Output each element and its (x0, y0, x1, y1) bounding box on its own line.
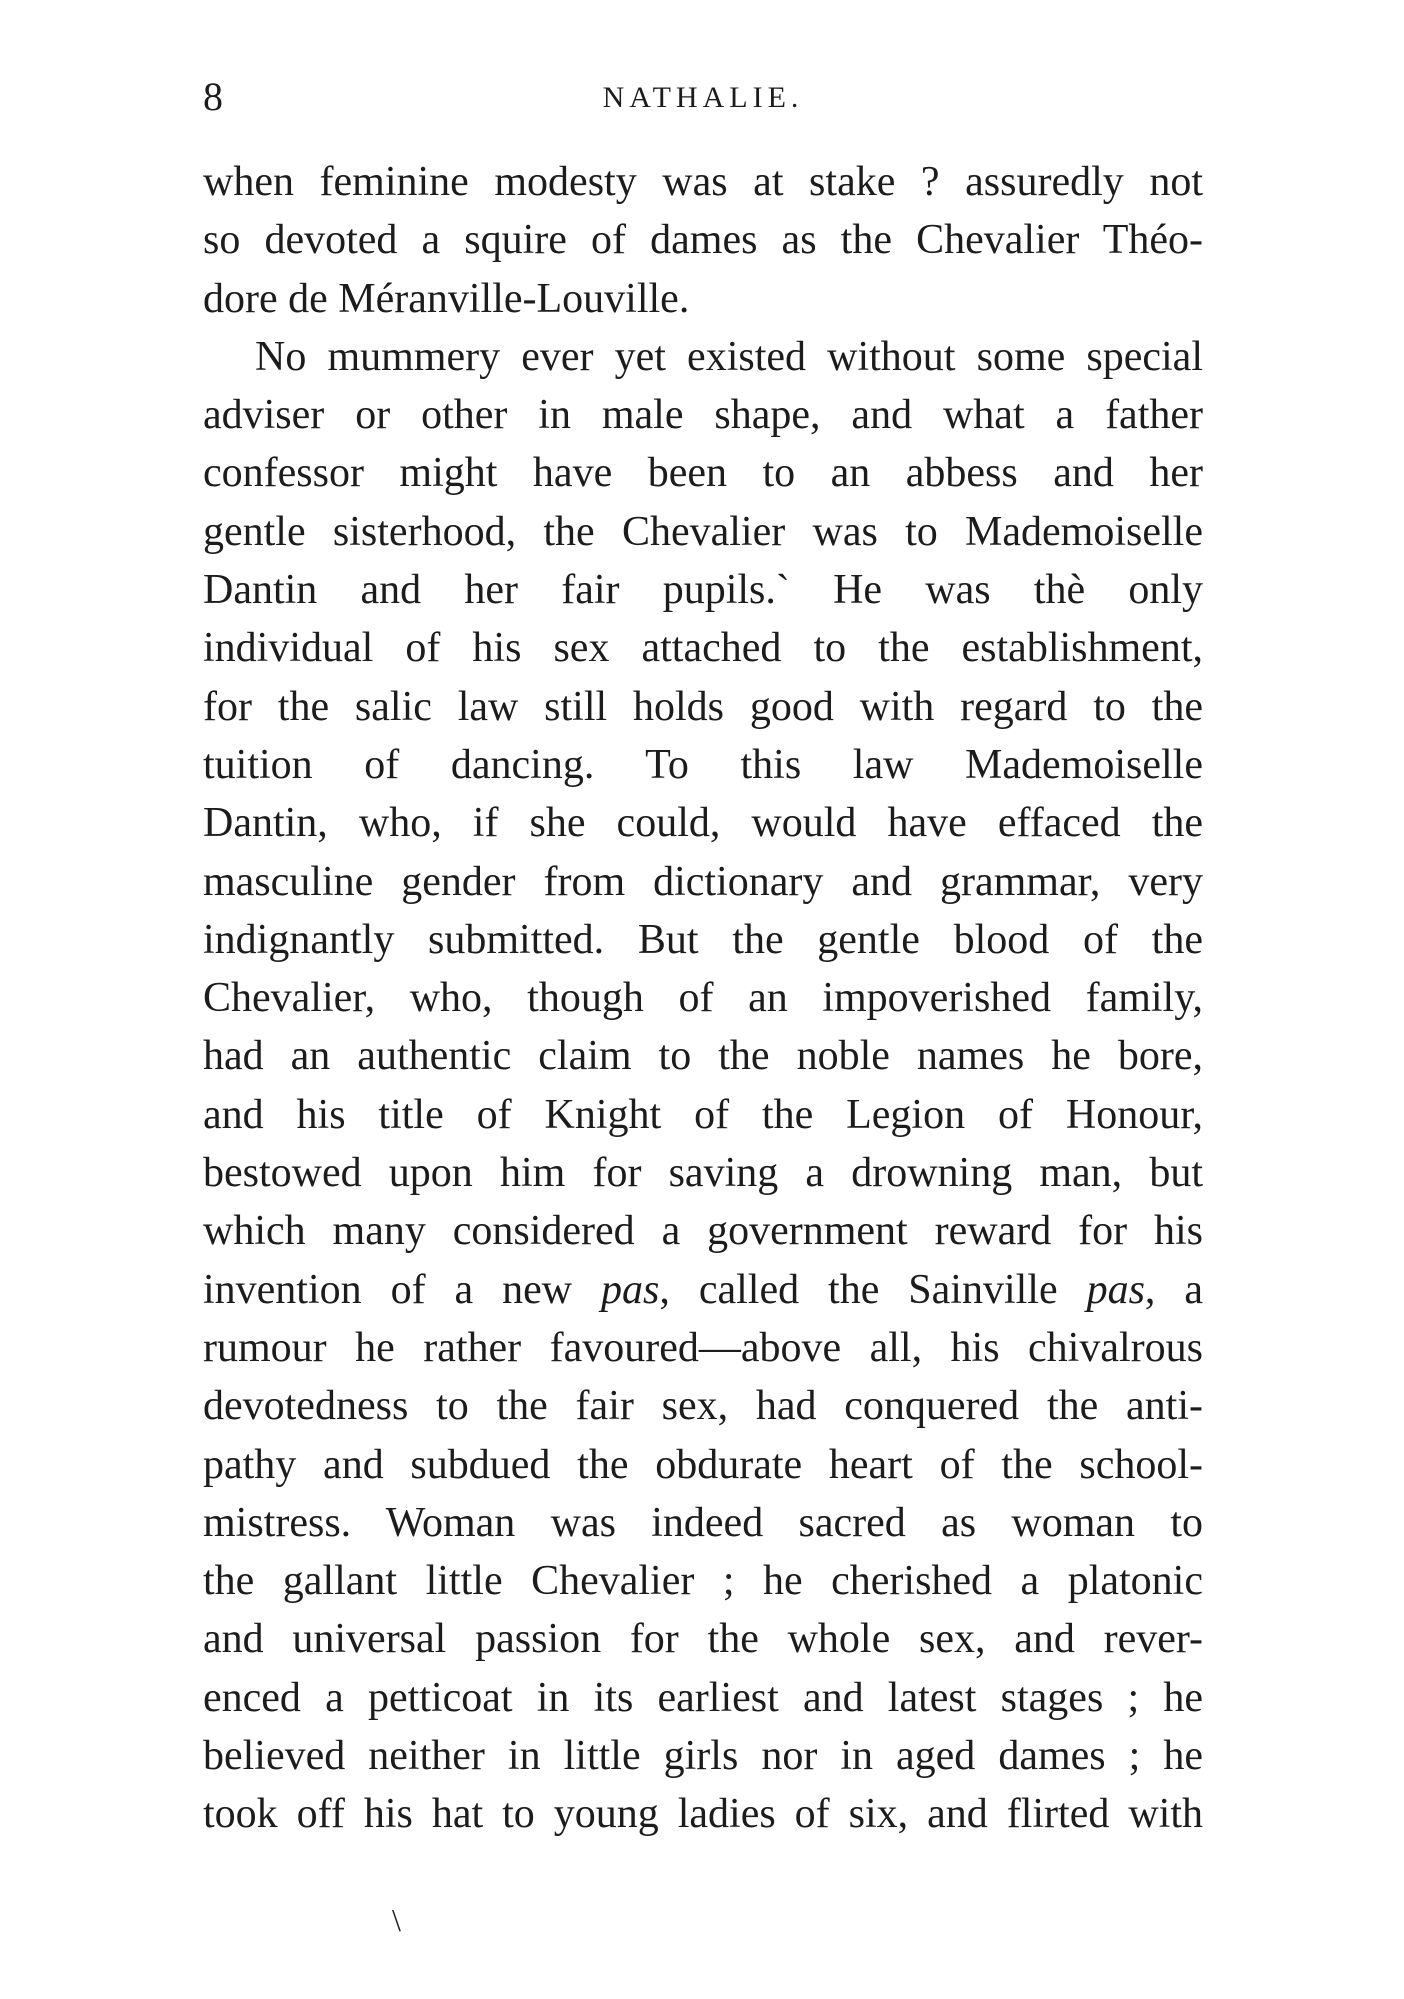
text-segment: , a (1144, 1266, 1204, 1313)
text-line: indignantly submitted. But the gentle blood of the (203, 916, 1203, 963)
running-title: NATHALIE. (602, 81, 804, 114)
text-line: masculine gender from dictionary and grammar, very (203, 858, 1203, 905)
text-line: Chevalier, who, though of an impoverished family, (203, 975, 1203, 1022)
text-segment: invention of a new (203, 1266, 573, 1313)
text-line: believed neither in little girls nor in aged dames ; he (203, 1733, 1203, 1780)
italic-term: pas (1086, 1266, 1145, 1313)
text-line: Dantin and her fair pupils.` He was thè only (203, 567, 1203, 614)
text-line: enced a petticoat in its earliest and latest stages ; he (203, 1674, 1203, 1721)
italic-term: pas (601, 1266, 660, 1313)
text-line: and his title of Knight of the Legion of Honour, (203, 1091, 1203, 1138)
text-line: which many considered a government reward for his (203, 1208, 1203, 1255)
text-line: devotedness to the fair sex, had conquered the anti- (203, 1383, 1203, 1430)
text-line-with-italics (203, 1261, 1203, 1319)
footer-mark: \ (392, 1902, 401, 1938)
text-line: so devoted a squire of dames as the Chevalier Théo- (203, 217, 1203, 264)
text-line: took off his hat to young ladies of six, and flirted with (203, 1791, 1203, 1838)
text-line: No mummery ever yet existed without some special (255, 333, 1203, 380)
text-line: for the salic law still holds good with regard to the (203, 683, 1203, 730)
text-line: adviser or other in male shape, and what a father (203, 392, 1203, 439)
text-segment: , called the Sainville (659, 1266, 1058, 1313)
body-text (203, 153, 1203, 1844)
text-line: mistress. Woman was indeed sacred as woman to (203, 1499, 1203, 1546)
text-line: gentle sisterhood, the Chevalier was to Mademoiselle (203, 508, 1203, 555)
text-line: pathy and subdued the obdurate heart of the school- (203, 1441, 1203, 1488)
text-line: bestowed upon him for saving a drowning man, but (203, 1150, 1203, 1197)
text-line: individual of his sex attached to the establishment, (203, 625, 1203, 672)
text-line: had an authentic claim to the noble names he bore, (203, 1033, 1203, 1080)
text-line: and universal passion for the whole sex, and rever- (203, 1616, 1203, 1663)
page-number: 8 (203, 74, 223, 119)
text-line: rumour he rather favoured—above all, his chivalrous (203, 1324, 1203, 1371)
page-header (203, 72, 1203, 122)
text-line: dore de Méranville-Louville. (203, 275, 690, 322)
text-line: when feminine modesty was at stake ? assuredly not (203, 159, 1203, 205)
text-line: Dantin, who, if she could, would have effaced the (203, 800, 1203, 847)
text-line: the gallant little Chevalier ; he cherished a platonic (203, 1558, 1203, 1605)
text-line: tuition of dancing. To this law Mademoiselle (203, 741, 1203, 788)
text-line: confessor might have been to an abbess and her (203, 450, 1203, 497)
